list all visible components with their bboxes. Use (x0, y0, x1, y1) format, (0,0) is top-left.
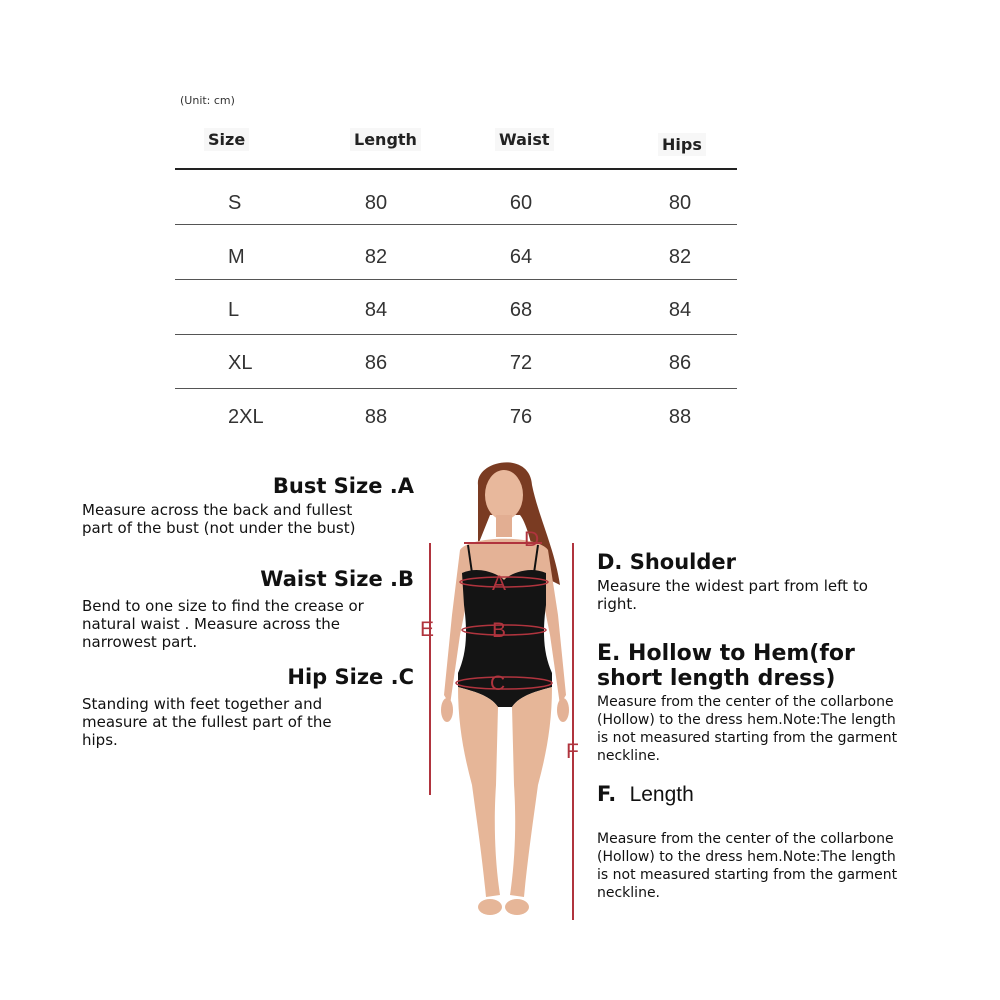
hollow-title-line: E. Hollow to Hem(for (597, 641, 855, 666)
waist-desc-line: Bend to one size to find the crease or (82, 597, 364, 615)
marker-c: C (490, 672, 506, 695)
cell-hips: 86 (668, 352, 692, 374)
hip-desc-line: measure at the fullest part of the (82, 713, 332, 731)
row-divider (175, 279, 737, 280)
shoulder-desc-line: right. (597, 595, 638, 613)
bust-desc-line: part of the bust (not under the bust) (82, 519, 356, 537)
shoulder-desc-line: Measure the widest part from left to (597, 577, 868, 595)
header-waist: Waist (495, 128, 554, 151)
cell-waist: 60 (509, 192, 533, 214)
cell-length: 82 (364, 246, 388, 268)
cell-length: 88 (364, 406, 388, 428)
cell-size: S (228, 192, 242, 214)
right-leg (510, 687, 552, 897)
length-title-text: Length (629, 783, 694, 806)
right-foot (505, 899, 529, 915)
cell-size: M (228, 246, 245, 268)
hollow-desc-line: (Hollow) to the dress hem.Note:The length (597, 712, 896, 728)
cell-size: 2XL (228, 406, 264, 428)
waist-desc-line: natural waist . Measure across the (82, 615, 340, 633)
cell-waist: 68 (509, 299, 533, 321)
hip-description (82, 695, 332, 749)
hollow-desc-line: is not measured starting from the garment (597, 730, 898, 746)
neck-shape (496, 515, 512, 537)
cell-hips: 84 (668, 299, 692, 321)
length-title (597, 782, 694, 807)
shoulder-description (597, 577, 868, 613)
hollow-to-hem-title (597, 641, 855, 691)
hollow-to-hem-description (597, 693, 897, 765)
marker-e: E (420, 618, 435, 641)
left-hand (441, 698, 453, 722)
cell-length: 86 (364, 352, 388, 374)
marker-b: B (492, 619, 507, 642)
unit-label: (Unit: cm) (180, 94, 235, 107)
length-title-prefix: F. (597, 782, 617, 806)
left-foot (478, 899, 502, 915)
shoulder-title: D. Shoulder (597, 550, 737, 574)
waist-desc-line: narrowest part. (82, 633, 198, 651)
cell-waist: 72 (509, 352, 533, 374)
length-desc-line: neckline. (597, 885, 661, 901)
row-divider (175, 388, 737, 389)
hollow-title-line: short length dress) (597, 666, 836, 691)
hollow-desc-line: Measure from the center of the collarbone (597, 694, 894, 710)
hollow-desc-line: neckline. (597, 748, 661, 764)
right-hand (557, 698, 569, 722)
cell-hips: 80 (668, 192, 692, 214)
bust-title: Bust Size .A (272, 474, 414, 498)
header-hips: Hips (658, 133, 706, 156)
row-divider (175, 334, 737, 335)
marker-f: F (566, 740, 579, 763)
cell-length: 80 (364, 192, 388, 214)
length-desc-line: is not measured starting from the garment (597, 867, 898, 883)
hip-desc-line: Standing with feet together and (82, 695, 323, 713)
bust-description (82, 501, 355, 537)
length-description (597, 830, 897, 902)
header-length: Length (350, 128, 421, 151)
cell-size: L (228, 299, 240, 321)
waist-title: Waist Size .B (260, 567, 414, 591)
cell-length: 84 (364, 299, 388, 321)
length-desc-line: Measure from the center of the collarbone (597, 831, 894, 847)
waist-description (82, 597, 364, 651)
bust-desc-line: Measure across the back and fullest (82, 501, 353, 519)
cell-hips: 82 (668, 246, 692, 268)
length-desc-line: (Hollow) to the dress hem.Note:The length (597, 849, 896, 865)
cell-waist: 64 (509, 246, 533, 268)
left-leg (458, 687, 500, 897)
hip-title: Hip Size .C (287, 665, 414, 689)
cell-size: XL (228, 352, 253, 374)
table-header-rule (175, 168, 737, 170)
hip-desc-line: hips. (82, 731, 118, 749)
row-divider (175, 224, 737, 225)
face-shape (485, 470, 523, 520)
marker-a: A (492, 572, 507, 595)
cell-hips: 88 (668, 406, 692, 428)
marker-d: D (524, 528, 540, 551)
cell-waist: 76 (509, 406, 533, 428)
header-size: Size (204, 128, 249, 151)
